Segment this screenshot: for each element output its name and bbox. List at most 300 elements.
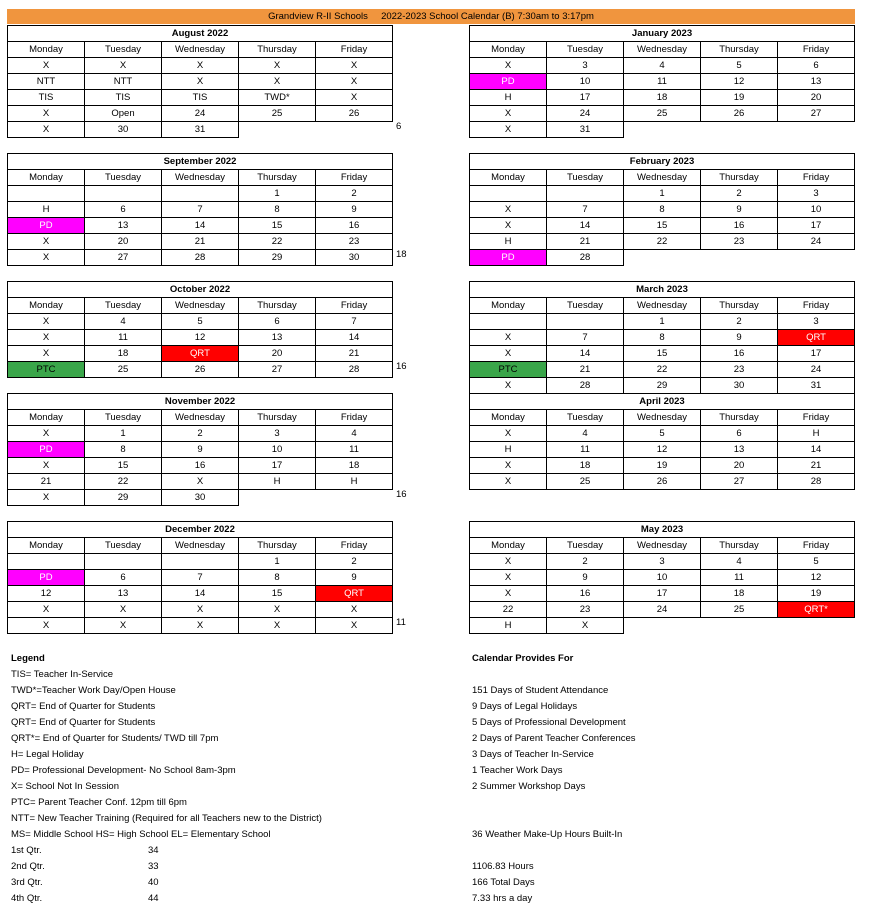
legend-item: QRT= End of Quarter for Students xyxy=(11,717,156,728)
day-cell xyxy=(85,186,162,202)
blank-cell xyxy=(778,250,855,266)
day-cell: X xyxy=(316,90,393,106)
day-cell: 20 xyxy=(778,90,855,106)
day-cell: 6 xyxy=(701,426,778,442)
blank-cell xyxy=(316,490,393,506)
day-cell xyxy=(470,314,547,330)
weekday-header: Monday xyxy=(470,42,547,58)
day-cell: 23 xyxy=(701,362,778,378)
week-row xyxy=(470,570,855,586)
day-cell: 8 xyxy=(624,330,701,346)
weekday-header: Thursday xyxy=(239,410,316,426)
day-cell: 15 xyxy=(624,218,701,234)
day-cell: QRT xyxy=(316,586,393,602)
day-cell: 25 xyxy=(547,474,624,490)
day-cell: 26 xyxy=(624,474,701,490)
day-cell: 22 xyxy=(624,362,701,378)
week-row xyxy=(8,618,393,634)
weekday-header: Tuesday xyxy=(85,42,162,58)
day-cell: 21 xyxy=(162,234,239,250)
weekday-header: Tuesday xyxy=(85,410,162,426)
quarter-label: 3rd Qtr. xyxy=(11,877,43,888)
week-row xyxy=(8,426,393,442)
day-cell: 4 xyxy=(701,554,778,570)
day-cell: X xyxy=(8,314,85,330)
day-cell: X xyxy=(239,58,316,74)
provides-title: Calendar Provides For xyxy=(472,653,574,664)
legend-item: QRT= End of Quarter for Students xyxy=(11,701,156,712)
month-table-oct-2022 xyxy=(7,281,393,378)
day-cell: 28 xyxy=(547,250,624,266)
blank-cell xyxy=(239,490,316,506)
day-cell: 10 xyxy=(624,570,701,586)
day-cell: 23 xyxy=(701,234,778,250)
week-row xyxy=(8,458,393,474)
month-title: May 2023 xyxy=(470,522,855,538)
day-cell: 13 xyxy=(239,330,316,346)
blank-cell xyxy=(778,122,855,138)
day-cell: 24 xyxy=(778,234,855,250)
week-row xyxy=(8,58,393,74)
day-cell: X xyxy=(470,218,547,234)
day-cell: TIS xyxy=(85,90,162,106)
day-cell: 7 xyxy=(316,314,393,330)
day-cell: 16 xyxy=(701,218,778,234)
day-cell: X xyxy=(470,202,547,218)
blank-cell xyxy=(624,250,701,266)
day-cell: 24 xyxy=(624,602,701,618)
weekday-header: Wednesday xyxy=(624,410,701,426)
day-cell: 13 xyxy=(701,442,778,458)
day-cell: 19 xyxy=(701,90,778,106)
week-row xyxy=(470,250,855,266)
day-cell: X xyxy=(470,474,547,490)
weekday-header: Tuesday xyxy=(85,538,162,554)
day-cell: 17 xyxy=(778,218,855,234)
day-cell: 7 xyxy=(547,330,624,346)
day-cell: 10 xyxy=(239,442,316,458)
provides-item: 5 Days of Professional Development xyxy=(472,717,626,728)
provides-item: 9 Days of Legal Holidays xyxy=(472,701,578,712)
day-cell: 5 xyxy=(701,58,778,74)
legend-item: NTT= New Teacher Training (Required for all Teachers new to the District) xyxy=(11,813,322,824)
day-cell: 2 xyxy=(547,554,624,570)
day-cell: 4 xyxy=(624,58,701,74)
day-cell: 11 xyxy=(85,330,162,346)
day-cell: 1 xyxy=(624,186,701,202)
day-cell: H xyxy=(470,90,547,106)
day-cell: X xyxy=(162,58,239,74)
week-row xyxy=(470,586,855,602)
day-cell: 21 xyxy=(778,458,855,474)
day-cell: X xyxy=(8,122,85,138)
weekday-header: Tuesday xyxy=(547,410,624,426)
day-cell: 29 xyxy=(239,250,316,266)
legend-item: QRT*= End of Quarter for Students/ TWD till 7pm xyxy=(11,733,219,744)
quarter-days: 40 xyxy=(148,877,159,888)
day-cell: 11 xyxy=(316,442,393,458)
weekday-header: Wednesday xyxy=(162,538,239,554)
weekday-header: Friday xyxy=(316,298,393,314)
week-row xyxy=(8,570,393,586)
quarter-days: 44 xyxy=(148,893,159,904)
day-cell: 28 xyxy=(778,474,855,490)
day-cell: 1 xyxy=(85,426,162,442)
weekday-header: Wednesday xyxy=(624,298,701,314)
legend-item: X= School Not In Session xyxy=(11,781,119,792)
day-cell: X xyxy=(239,602,316,618)
weekday-header: Monday xyxy=(470,298,547,314)
day-cell: 24 xyxy=(162,106,239,122)
provides-item: 3 Days of Teacher In-Service xyxy=(472,749,594,760)
day-cell: 9 xyxy=(547,570,624,586)
total-line: 166 Total Days xyxy=(472,877,535,888)
month-table-nov-2022 xyxy=(7,393,393,506)
day-cell: PD xyxy=(470,74,547,90)
month-table-may-2023 xyxy=(469,521,855,634)
month-table-dec-2022 xyxy=(7,521,393,634)
provides-item: 2 Days of Parent Teacher Conferences xyxy=(472,733,636,744)
day-cell: 30 xyxy=(85,122,162,138)
weekday-header: Thursday xyxy=(239,538,316,554)
blank-cell xyxy=(701,250,778,266)
month-table-feb-2023 xyxy=(469,153,855,266)
weekday-header: Monday xyxy=(470,538,547,554)
weekday-header: Tuesday xyxy=(547,42,624,58)
day-cell: H xyxy=(470,442,547,458)
day-cell: 22 xyxy=(239,234,316,250)
day-cell: 2 xyxy=(316,554,393,570)
day-cell xyxy=(470,186,547,202)
day-cell: 9 xyxy=(316,202,393,218)
month-table-mar-2023 xyxy=(469,281,855,394)
day-cell: 28 xyxy=(316,362,393,378)
weekday-header: Monday xyxy=(470,170,547,186)
week-row xyxy=(8,490,393,506)
weekday-header: Wednesday xyxy=(162,42,239,58)
day-cell: 9 xyxy=(701,330,778,346)
week-row xyxy=(8,202,393,218)
weekday-header: Friday xyxy=(316,42,393,58)
legend-title: Legend xyxy=(11,653,45,664)
day-cell: 29 xyxy=(85,490,162,506)
day-cell: 28 xyxy=(547,378,624,394)
day-cell: 7 xyxy=(547,202,624,218)
day-cell: 21 xyxy=(8,474,85,490)
week-row xyxy=(470,90,855,106)
day-cell: 6 xyxy=(239,314,316,330)
day-cell: 18 xyxy=(547,458,624,474)
day-cell: NTT xyxy=(85,74,162,90)
day-cell: 2 xyxy=(701,186,778,202)
day-cell: 20 xyxy=(239,346,316,362)
day-cell: 30 xyxy=(316,250,393,266)
blank-cell xyxy=(778,618,855,634)
day-cell xyxy=(8,554,85,570)
week-row xyxy=(470,202,855,218)
day-cell: 15 xyxy=(85,458,162,474)
day-cell: PTC xyxy=(8,362,85,378)
day-cell: 19 xyxy=(624,458,701,474)
day-cell: 18 xyxy=(624,90,701,106)
day-cell: 8 xyxy=(239,570,316,586)
day-cell: X xyxy=(8,330,85,346)
day-cell: 2 xyxy=(162,426,239,442)
day-cell: 7 xyxy=(162,570,239,586)
day-cell: 22 xyxy=(85,474,162,490)
day-cell: 14 xyxy=(162,586,239,602)
day-cell: X xyxy=(547,618,624,634)
month-title: September 2022 xyxy=(8,154,393,170)
day-cell: 8 xyxy=(239,202,316,218)
day-cell: 25 xyxy=(85,362,162,378)
day-cell: 3 xyxy=(624,554,701,570)
day-cell: 17 xyxy=(547,90,624,106)
day-cell: X xyxy=(470,378,547,394)
month-title: April 2023 xyxy=(470,394,855,410)
day-cell: 16 xyxy=(162,458,239,474)
week-row xyxy=(8,74,393,90)
day-cell: PD xyxy=(470,250,547,266)
day-cell: 3 xyxy=(239,426,316,442)
day-cell: X xyxy=(470,570,547,586)
day-cell: H xyxy=(470,234,547,250)
day-cell: 14 xyxy=(162,218,239,234)
day-cell: X xyxy=(470,122,547,138)
day-cell: 27 xyxy=(701,474,778,490)
week-row xyxy=(8,554,393,570)
day-cell: X xyxy=(85,618,162,634)
weekday-header: Tuesday xyxy=(547,298,624,314)
weekday-header: Friday xyxy=(778,42,855,58)
weekday-header: Friday xyxy=(778,170,855,186)
week-row xyxy=(8,330,393,346)
legend-item: TWD*=Teacher Work Day/Open House xyxy=(11,685,176,696)
weekday-header: Monday xyxy=(8,538,85,554)
day-cell: 30 xyxy=(162,490,239,506)
day-cell: 5 xyxy=(624,426,701,442)
day-cell: PD xyxy=(8,570,85,586)
month-title: November 2022 xyxy=(8,394,393,410)
day-cell: 1 xyxy=(239,186,316,202)
weekday-header: Friday xyxy=(778,298,855,314)
day-cell: 12 xyxy=(162,330,239,346)
month-title: October 2022 xyxy=(8,282,393,298)
day-cell: 16 xyxy=(316,218,393,234)
week-row xyxy=(8,218,393,234)
day-cell: 19 xyxy=(778,586,855,602)
weekday-header: Thursday xyxy=(701,42,778,58)
day-cell: PTC xyxy=(470,362,547,378)
week-row xyxy=(470,378,855,394)
day-cell: X xyxy=(8,458,85,474)
day-cell: X xyxy=(239,74,316,90)
day-cell: PD xyxy=(8,218,85,234)
day-cell: 15 xyxy=(239,586,316,602)
blank-cell xyxy=(701,122,778,138)
month-title: January 2023 xyxy=(470,26,855,42)
day-cell: 17 xyxy=(624,586,701,602)
quarter-label: 4th Qtr. xyxy=(11,893,43,904)
day-cell: X xyxy=(470,586,547,602)
blank-cell xyxy=(701,618,778,634)
weekday-header: Thursday xyxy=(701,538,778,554)
day-cell: 16 xyxy=(701,346,778,362)
day-cell xyxy=(162,554,239,570)
day-cell: X xyxy=(470,330,547,346)
weekday-header: Monday xyxy=(8,42,85,58)
week-row xyxy=(470,346,855,362)
day-cell: 13 xyxy=(85,218,162,234)
weekday-header: Wednesday xyxy=(624,42,701,58)
day-cell: 1 xyxy=(624,314,701,330)
day-cell: 6 xyxy=(85,202,162,218)
day-cell xyxy=(85,554,162,570)
day-cell: X xyxy=(470,426,547,442)
day-cell: X xyxy=(470,346,547,362)
weekday-header: Friday xyxy=(778,538,855,554)
week-row xyxy=(470,314,855,330)
week-row xyxy=(470,426,855,442)
quarter-label: 1st Qtr. xyxy=(11,845,42,856)
day-cell: 17 xyxy=(239,458,316,474)
day-cell: 11 xyxy=(701,570,778,586)
day-cell: 2 xyxy=(316,186,393,202)
weekday-header: Wednesday xyxy=(624,538,701,554)
day-cell: 18 xyxy=(85,346,162,362)
day-cell: H xyxy=(470,618,547,634)
weekday-header: Tuesday xyxy=(85,170,162,186)
legend-item: PD= Professional Development- No School 8am-3pm xyxy=(11,765,236,776)
month-table-jan-2023 xyxy=(469,25,855,138)
weekday-header: Monday xyxy=(470,410,547,426)
day-cell xyxy=(162,186,239,202)
weekday-header: Tuesday xyxy=(85,298,162,314)
day-cell: 12 xyxy=(8,586,85,602)
day-cell: 25 xyxy=(624,106,701,122)
day-cell: 8 xyxy=(85,442,162,458)
day-cell: 26 xyxy=(701,106,778,122)
day-cell: 26 xyxy=(316,106,393,122)
week-row xyxy=(470,234,855,250)
week-row xyxy=(8,346,393,362)
week-row xyxy=(470,458,855,474)
weekday-header: Monday xyxy=(8,170,85,186)
month-day-count: 18 xyxy=(396,249,407,260)
weekday-header: Thursday xyxy=(701,410,778,426)
weekday-header: Thursday xyxy=(239,170,316,186)
day-cell: 5 xyxy=(778,554,855,570)
day-cell: 13 xyxy=(778,74,855,90)
day-cell: 2 xyxy=(701,314,778,330)
day-cell: 20 xyxy=(701,458,778,474)
day-cell: NTT xyxy=(8,74,85,90)
week-row xyxy=(470,74,855,90)
week-row xyxy=(470,602,855,618)
week-row xyxy=(470,106,855,122)
day-cell xyxy=(8,186,85,202)
day-cell: 23 xyxy=(316,234,393,250)
week-row xyxy=(470,58,855,74)
week-row xyxy=(470,442,855,458)
day-cell: 24 xyxy=(547,106,624,122)
day-cell: 10 xyxy=(778,202,855,218)
day-cell: TIS xyxy=(8,90,85,106)
day-cell: 31 xyxy=(547,122,624,138)
day-cell: X xyxy=(316,58,393,74)
quarter-days: 33 xyxy=(148,861,159,872)
day-cell: X xyxy=(470,554,547,570)
provides-item: 1 Teacher Work Days xyxy=(472,765,563,776)
day-cell: X xyxy=(239,618,316,634)
day-cell: 3 xyxy=(778,186,855,202)
day-cell: 7 xyxy=(162,202,239,218)
day-cell: QRT xyxy=(162,346,239,362)
weekday-header: Tuesday xyxy=(547,170,624,186)
day-cell xyxy=(547,314,624,330)
day-cell: 18 xyxy=(316,458,393,474)
day-cell: X xyxy=(470,106,547,122)
weekday-header: Wednesday xyxy=(162,170,239,186)
day-cell: X xyxy=(316,618,393,634)
weekday-header: Tuesday xyxy=(547,538,624,554)
day-cell: X xyxy=(8,618,85,634)
day-cell: 21 xyxy=(547,362,624,378)
day-cell: 25 xyxy=(239,106,316,122)
weekday-header: Thursday xyxy=(701,170,778,186)
day-cell: QRT* xyxy=(778,602,855,618)
day-cell xyxy=(547,186,624,202)
day-cell: 12 xyxy=(778,570,855,586)
day-cell: 1 xyxy=(239,554,316,570)
day-cell: 27 xyxy=(239,362,316,378)
day-cell: 16 xyxy=(547,586,624,602)
week-row xyxy=(8,234,393,250)
legend-item: MS= Middle School HS= High School EL= Elementary School xyxy=(11,829,271,840)
blank-cell xyxy=(316,122,393,138)
weekday-header: Friday xyxy=(316,170,393,186)
week-row xyxy=(8,186,393,202)
day-cell: 27 xyxy=(85,250,162,266)
month-day-count: 16 xyxy=(396,489,407,500)
day-cell: 31 xyxy=(162,122,239,138)
day-cell: X xyxy=(8,346,85,362)
day-cell: X xyxy=(8,58,85,74)
month-title: March 2023 xyxy=(470,282,855,298)
day-cell: 13 xyxy=(85,586,162,602)
week-row xyxy=(470,554,855,570)
day-cell: TWD* xyxy=(239,90,316,106)
month-day-count: 11 xyxy=(396,617,406,628)
day-cell: X xyxy=(8,602,85,618)
weekday-header: Thursday xyxy=(239,42,316,58)
day-cell: 3 xyxy=(547,58,624,74)
day-cell: 4 xyxy=(316,426,393,442)
day-cell: 15 xyxy=(239,218,316,234)
day-cell: 14 xyxy=(316,330,393,346)
day-cell: H xyxy=(316,474,393,490)
day-cell: 11 xyxy=(624,74,701,90)
week-row xyxy=(8,250,393,266)
day-cell: 29 xyxy=(624,378,701,394)
day-cell: 9 xyxy=(701,202,778,218)
day-cell: X xyxy=(470,458,547,474)
weather-hours: 36 Weather Make-Up Hours Built-In xyxy=(472,829,623,840)
day-cell: Open xyxy=(85,106,162,122)
week-row xyxy=(8,90,393,106)
day-cell: 22 xyxy=(470,602,547,618)
day-cell: 24 xyxy=(778,362,855,378)
